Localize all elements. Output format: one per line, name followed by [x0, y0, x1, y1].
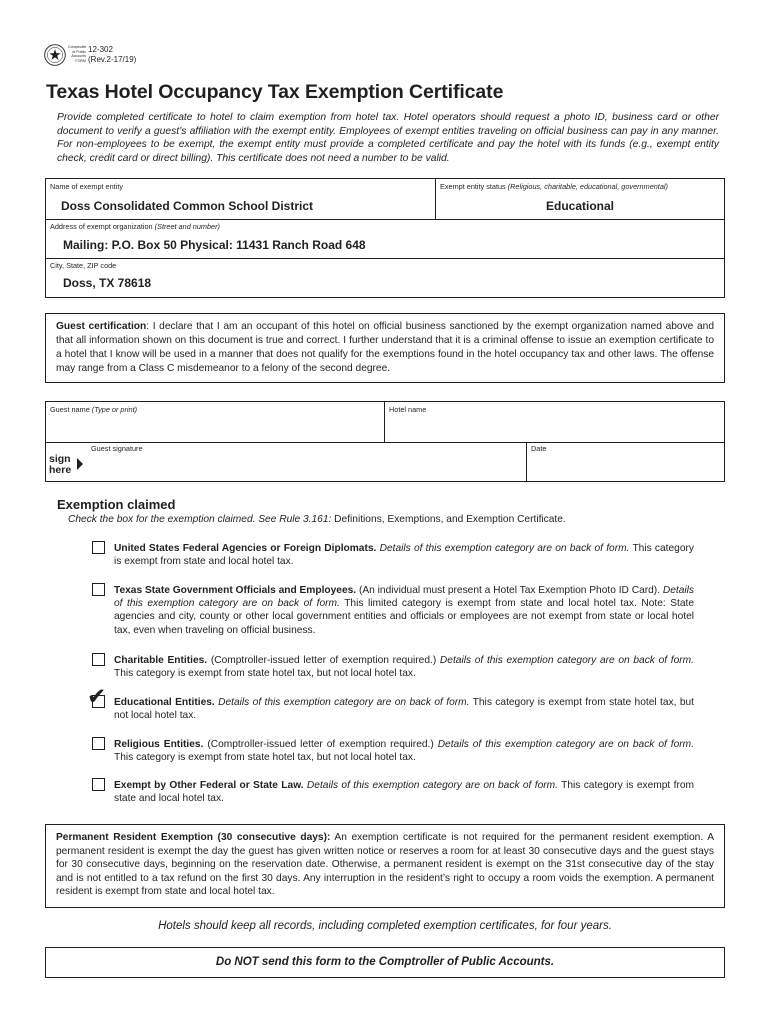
- entity-status-field[interactable]: Educational: [545, 199, 614, 213]
- permanent-resident-body: An exemption certificate is not required for the permanent resident exemption. A permanent resident is exempt the day the guest has given written notice or reserves a room for at least 30 consecutive days and the guest stays for 30 consecutive days, beginning on the reservation date. Otherwise, a permanent resident is exempt on the 31st consecutive day of the stay and is not entitled to a tax refund on the first 30 days. Any interruption in the resident’s right to occupy a room voids the exemption. A permanent resident is exempt from state and local hotel tax.: [56, 832, 714, 898]
- sign-here-line: sign: [49, 453, 71, 465]
- hotel-name-field[interactable]: [387, 416, 722, 440]
- hotel-name-label: Hotel name: [389, 405, 427, 414]
- guest-info-box: [45, 401, 725, 482]
- entity-name-label-text: Name of exempt entity: [50, 182, 124, 191]
- option-text: This category is exempt from state and local hotel tax.: [114, 543, 694, 568]
- exemption-instruction-italic: Check the box for the exemption claimed. See Rule 3.161:: [68, 514, 335, 525]
- seal-caption-line: Accounts: [71, 54, 86, 59]
- exemption-heading: Exemption claimed: [57, 497, 176, 512]
- option-texas-state-government: [114, 584, 694, 637]
- entity-info-box: [45, 178, 725, 298]
- guest-certification-text: [56, 320, 714, 376]
- option-charitable-entities: [114, 654, 694, 680]
- guest-signature-field[interactable]: [86, 455, 524, 481]
- option-title: Educational Entities.: [114, 697, 215, 708]
- option-title: Texas State Government Officials and Employees.: [114, 585, 357, 596]
- seal-caption-line: Comptroller: [68, 45, 87, 49]
- option-text: (Comptroller-issued letter of exemption required.): [203, 739, 438, 750]
- check-mark-icon: ✔: [87, 683, 107, 709]
- option-text: (Comptroller-issued letter of exemption required.): [207, 655, 440, 666]
- option-details: Details of this exemption category are on back of form.: [437, 739, 694, 750]
- guest-name-field[interactable]: [48, 416, 382, 440]
- address-label-text: Address of exempt organization: [50, 222, 155, 231]
- checkbox-other-federal-state-law[interactable]: [92, 778, 105, 791]
- option-details: Details of this exemption category are on back of form.: [303, 780, 558, 791]
- checkbox-charitable-entities[interactable]: [92, 653, 105, 666]
- option-title: Charitable Entities.: [114, 655, 208, 666]
- guest-signature-label: Guest signature: [91, 444, 143, 453]
- do-not-send-notice: Do NOT send this form to the Comptroller of Public Accounts.: [215, 956, 555, 968]
- permanent-resident-lead: Permanent Resident Exemption (30 consecutive days):: [56, 832, 331, 843]
- option-details: Details of this exemption category are on back of form.: [114, 585, 694, 610]
- entity-status-label-text: Exempt entity status: [440, 182, 508, 191]
- exemption-instruction-rest: Definitions, Exemptions, and Exemption Certificate.: [334, 514, 566, 525]
- option-text: This category is exempt from state and local hotel tax.: [114, 780, 694, 805]
- guest-certification-box: [45, 313, 725, 383]
- option-title: Exempt by Other Federal or State Law.: [114, 780, 304, 791]
- option-religious-entities: [114, 738, 694, 764]
- comptroller-seal-icon: [44, 44, 66, 66]
- option-text: (An individual must present a Hotel Tax Exemption Photo ID Card).: [356, 585, 663, 596]
- option-details: Details of this exemption category are on back of form.: [214, 697, 470, 708]
- exemption-instruction: [68, 514, 566, 525]
- guest-certification-lead: Guest certification: [56, 321, 147, 332]
- permanent-resident-box: [45, 824, 725, 908]
- permanent-resident-text: [56, 831, 714, 899]
- checkbox-texas-state-government[interactable]: [92, 583, 105, 596]
- entity-status-label-hint: (Religious, charitable, educational, governmental): [507, 182, 668, 191]
- guest-name-label-text: Guest name: [50, 405, 92, 414]
- guest-certification-body: : I declare that I am an occupant of this hotel on official business sanctioned by the exempt organization named above and that all information shown on this document is true and correct. I further understand that it is a criminal offense to issue an exemption certificate to a hotel that I know will be used in a manner that does not qualify for the exemptions found in the hotel occupancy tax and other laws. The offense may range from a Class C misdemeanor to a felony of the second degree.: [56, 321, 714, 374]
- option-title: Religious Entities.: [114, 739, 204, 750]
- option-text: This category is exempt from state hotel tax, but not local hotel tax.: [114, 752, 416, 764]
- page-title: Texas Hotel Occupancy Tax Exemption Certificate: [46, 81, 504, 103]
- records-notice: Hotels should keep all records, including completed exemption certificates, for four years.: [158, 920, 612, 932]
- checkbox-federal-agencies[interactable]: [92, 541, 105, 554]
- seal-caption-line: of Public: [72, 49, 86, 54]
- form-number-block: [88, 45, 136, 65]
- address-field[interactable]: Mailing: P.O. Box 50 Physical: 11431 Ranch Road 648: [63, 238, 366, 252]
- seal-caption-line: FORM: [75, 58, 86, 63]
- date-label: Date: [531, 444, 547, 453]
- option-title: United States Federal Agencies or Foreign Diplomats.: [114, 543, 377, 554]
- option-federal-agencies: [114, 542, 694, 568]
- sign-here-line: here: [49, 463, 72, 476]
- form-revision: (Rev.2-17/19): [88, 55, 137, 64]
- address-label-hint: (Street and number): [154, 222, 220, 231]
- option-text: This limited category is exempt from state and local hotel tax. Note: State agencies and city, county or other local government entities and officials or employees are not exempt from state or local hotel tax, even when traveling on official business.: [114, 598, 694, 636]
- entity-name-label: [50, 182, 123, 191]
- option-details: Details of this exemption category are on back of form.: [439, 655, 694, 666]
- city-state-zip-field[interactable]: Doss, TX 78618: [63, 276, 152, 290]
- date-field[interactable]: [529, 455, 722, 481]
- option-other-federal-state-law: [114, 779, 694, 805]
- form-number: 12-302: [88, 45, 113, 54]
- entity-name-field[interactable]: Doss Consolidated Common School District: [61, 199, 314, 213]
- city-state-zip-label: City, State, ZIP code: [50, 261, 117, 270]
- seal-caption: [68, 45, 86, 63]
- option-text: This category is exempt from state hotel tax, but not local hotel tax.: [114, 668, 416, 680]
- address-label: [50, 222, 220, 231]
- checkbox-religious-entities[interactable]: [92, 737, 105, 750]
- sign-here-arrow-icon: [77, 458, 83, 470]
- option-educational-entities: [114, 696, 694, 722]
- guest-name-label-hint: (Type or print): [91, 405, 138, 414]
- intro-text: Provide completed certificate to hotel to claim exemption from hotel tax. Hotel operators should request a photo ID, business card or other document to verify a guest’s affiliation with the exempt entity. Employees of exempt entities traveling on official business can pay in any manner. For non-employees to be exempt, the exempt entity must provide a completed certificate and pay the hotel with its funds (e.g., exempt entity check, credit card or direct billing). This certificate does not need a number to be valid.: [57, 112, 719, 164]
- option-details: Details of this exemption category are on back of form.: [376, 543, 630, 554]
- guest-name-label: [50, 405, 137, 414]
- option-text: This category is exempt from state hotel tax, but not local hotel tax.: [114, 697, 694, 722]
- entity-status-label: [440, 182, 668, 191]
- do-not-send-box: [45, 947, 725, 978]
- sign-here-marker: [49, 454, 71, 475]
